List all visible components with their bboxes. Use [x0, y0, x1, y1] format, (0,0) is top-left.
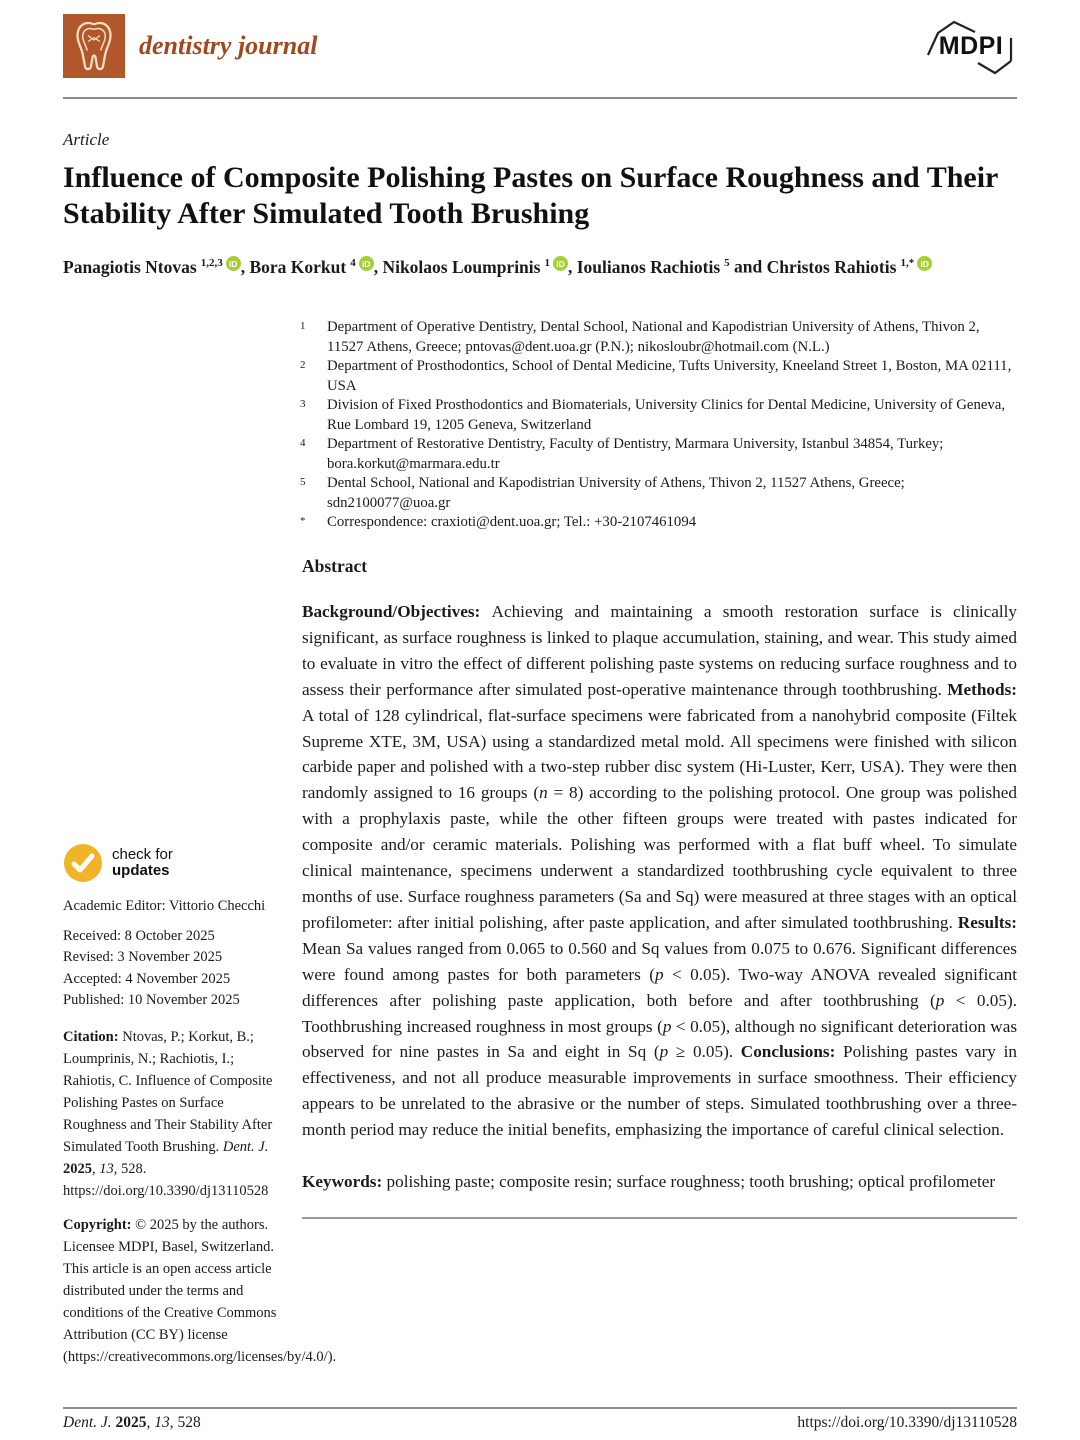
check-updates-label: check for updates — [112, 846, 173, 879]
citation-block: Citation: Ntovas, P.; Korkut, B.; Loumprinis, N.; Rachiotis, I.; Rahiotis, C. Influence of Composite Polishing Pastes on Surface Roughness and Their Stability After Simulated Tooth Brushing. Dent. J. 2025, 13, 528. https://doi.org/10.3390/dj13110528 — [63, 1028, 273, 1199]
header-divider — [63, 97, 1017, 99]
footer-citation: Dent. J. 2025, 13, 528 — [63, 1414, 201, 1431]
footer-divider — [63, 1407, 1017, 1409]
keywords: Keywords: polishing paste; composite resin; surface roughness; tooth brushing; optical profilometer — [302, 1172, 996, 1192]
journal-name: dentistry journal — [139, 31, 318, 60]
orcid-icon[interactable]: iD — [917, 256, 932, 271]
mdpi-wordmark: MDPI — [938, 32, 1004, 60]
abstract-text: Background/Objectives: Achieving and maintaining a smooth restoration surface is clinically significant, as surface roughness is linked to plaque accumulation, staining, and wear. This study aimed to evaluate in vitro the effect of different polishing paste systems on reducing surface roughness and to assess their performance after simulated post-operative maintenance through toothbrushing. Methods: A total of 128 cylindrical, flat-surface specimens were fabricated from a nanohybrid composite (Filtek Supreme XTE, 3M, USA) using a standardized metal mold. All specimens were finished with silicon carbide paper and polished with a two-step rubber disc system (Hi-Luster, Kerr, USA). They were then randomly assigned to 16 groups (n = 8) according to the polishing protocol. One group was polished with a prophylaxis paste, while the other fifteen groups were treated with pastes indicated for composite and/or ceramic materials. Polishing was performed with a flat buff wheel. To simulate clinical maintenance, specimens underwent a standardized toothbrushing cycle equivalent to three months of use. Surface roughness parameters (Sa and Sq) were measured at three stages with an optical profilometer: after initial polishing, after paste application, and after simulated toothbrushing. Results: Mean Sa values ranged from 0.065 to 0.560 and Sq values from 0.075 to 0.676. Significant differences were found among pastes for both parameters (p < 0.05). Two-way ANOVA revealed significant differences after polishing paste application, both before and after toothbrushing (p < 0.05). Toothbrushing increased roughness in most groups (p < 0.05), although no significant deterioration was observed for nine pastes in Sa and eight in Sq (p ≥ 0.05). Conclusions: Polishing pastes vary in effectiveness, and not all produce measurable improvements in surface smoothness. Their efficiency appears to be unrelated to the abrasive or the number of steps. Simulated toothbrushing over a three-month period may reduce the initial benefits, emphasizing the importance of careful clinical selection. — [302, 602, 1018, 1140]
mdpi-logo[interactable] — [925, 14, 1017, 78]
sidebar — [63, 843, 337, 1368]
article-dates — [63, 926, 281, 1012]
dentistry-journal-logo[interactable] — [63, 14, 125, 78]
article-type-label: Article — [63, 130, 110, 149]
affiliation-item: 5 Dental School, National and Kapodistrian University of Athens, Thivon 2, 11527 Athens, Greece; sdn2100077@uoa.gr — [300, 475, 905, 511]
page-footer — [63, 1414, 1017, 1432]
author-separator: , — [567, 256, 577, 277]
affiliation-item: 3 Division of Fixed Prosthodontics and Biomaterials, University Clinics for Dental Medicine, University of Geneva, Rue Lombard 19, 1205 Geneva, Switzerland — [300, 397, 1006, 433]
received-date: Received: 8 October 2025 — [63, 927, 215, 944]
academic-editor: Academic Editor: Vittorio Checchi — [63, 898, 266, 914]
published-date: Published: 10 November 2025 — [63, 992, 240, 1008]
orcid-icon[interactable]: iD — [553, 256, 568, 271]
revised-date: Revised: 3 November 2025 — [63, 949, 223, 965]
abstract-section — [302, 556, 1017, 1219]
abstract-heading: Abstract — [302, 556, 368, 576]
page-title: Influence of Composite Polishing Pastes on Surface Roughness and Their Stability After Simulated Tooth Brushing — [63, 161, 998, 230]
author: Bora Korkut $^4$ iD — [249, 257, 373, 277]
title-block — [63, 130, 1017, 278]
check-for-updates-badge[interactable] — [63, 843, 281, 883]
affiliation-item: 2 Department of Prosthodontics, School of Dental Medicine, Tufts University, Kneeland Street 1, Boston, MA 02111, USA — [300, 358, 1012, 394]
footer-doi-link[interactable]: https://doi.org/10.3390/dj13110528 — [797, 1414, 1017, 1431]
tooth-icon — [71, 19, 117, 73]
affiliation-item: 1 Department of Operative Dentistry, Dental School, National and Kapodistrian University of Athens, Thivon 2, 11527 Athens, Greece; pntovas@dent.uoa.gr (P.N.); nikosloubr@hotmail.com (N.L.) — [300, 319, 980, 355]
author: Nikolaos Loumprinis $^1$ iD — [382, 257, 568, 277]
orcid-icon[interactable]: iD — [226, 256, 241, 271]
affiliation-item: 4 Department of Restorative Dentistry, Faculty of Dentistry, Marmara University, Istanbul 34854, Turkey; bora.korkut@marmara.edu.tr — [300, 436, 944, 472]
affiliation-item-correspondence: * Correspondence: craxioti@dent.uoa.gr; Tel.: +30-2107461094 — [300, 514, 697, 530]
author-conjunction: and — [729, 256, 767, 277]
check-icon — [63, 843, 103, 883]
author: Panagiotis Ntovas $^{1,2,3}$ iD — [63, 257, 241, 277]
orcid-icon[interactable]: iD — [359, 256, 374, 271]
author-separator: , — [373, 256, 383, 277]
accepted-date: Accepted: 4 November 2025 — [63, 970, 231, 987]
author-list — [63, 256, 1017, 278]
copyright-block: Copyright: © 2025 by the authors. Licensee MDPI, Basel, Switzerland. This article is an open access article distributed under the terms and conditions of the Creative Commons Attribution (CC BY) license (https://creativecommons.org/licenses/by/4.0/). — [63, 1216, 337, 1365]
journal-header — [63, 14, 1017, 84]
keywords-divider — [302, 1217, 1017, 1219]
author: Christos Rahiotis $^{1,*}$ iD — [767, 257, 933, 277]
affiliations — [300, 318, 1018, 533]
journal-brand — [63, 14, 317, 78]
author: Ioulianos Rachiotis $^5$ — [576, 256, 730, 277]
author-separator: , — [240, 256, 250, 277]
